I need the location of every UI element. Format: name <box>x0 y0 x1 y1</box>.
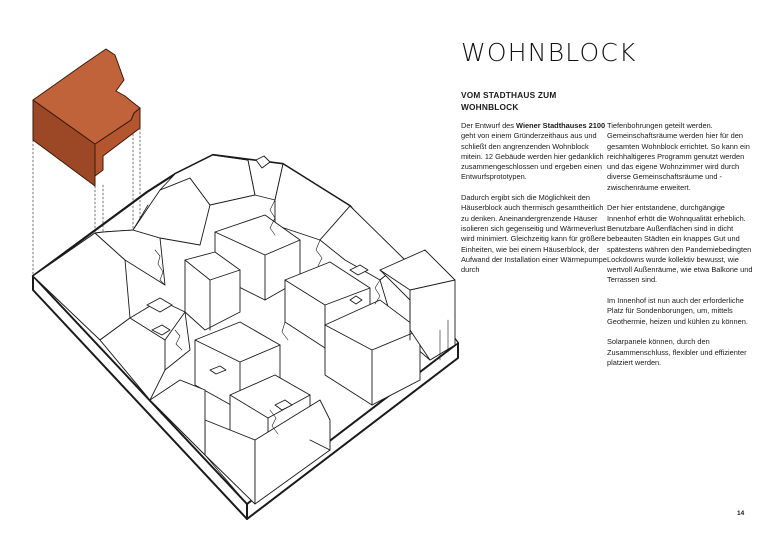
text-column-right <box>607 121 753 378</box>
page-number: 14 <box>737 510 745 517</box>
buildings <box>33 155 458 504</box>
paragraph: Tiefenbohrungen geteilt werden. Gemeinschaftsräume werden hier für den gesamten Wohnblock errichtet. So kann ein reichhaltigeres Programm genutzt werden und das eigene Wohnzimmer wird durch diverse Gemeinschaftsräume und -zwischenräume erweitert. <box>607 121 750 192</box>
section-subtitle: VOM STADTHAUS ZUM WOHNBLOCK <box>461 90 557 112</box>
paragraph: Dadurch ergibt sich die Möglichkeit den Häuserblock auch thermisch gesamtheitlich zu denken. Aneinandergrenzende Häuser isolieren sich gegenseitig und Wärmeverlust wird minimiert. Gleichzeitig kann für größere Einheiten, wie bei einem Häuserblock, der Aufwand der Installation einer Wärmepumpe durch <box>461 193 607 275</box>
paragraph: Solarpanele können, durch den Zusammenschluss, flexibler und effizienter platziert werden. <box>607 337 747 367</box>
page-title: WOHNBLOCK <box>461 38 637 67</box>
project-name: Wiener Stadthauses 2100 <box>516 121 606 130</box>
paragraph: Der hier entstandene, durchgängige Innenhof erhöt die Wohnqualität erheblich. Benutzbare Außenflächen sind in dicht bebeauten Städten ein knappes Gut und spätestens währen den Pandemiebedingten Lockdowns wurde kollektiv bewusst, wie wertvoll Außenräume, wie etwa Balkone und Terrassen sind. <box>607 203 753 285</box>
paragraph: Der Entwurf des Wiener Stadthauses 2100 geht von einem Gründerzeithaus aus und schließt den angrenzenden Wohnblock mitein. 12 Gebäude werden hier gedanklich zusammengeschlossen und ergeben einen Entwurfsprototypen. <box>461 121 606 182</box>
text-column-left <box>461 121 607 286</box>
paragraph: Im Innenhof ist nun auch der erforderliche Platz für Sondenborungen, um, mittels Geothermie, heizen und kühlen zu können. <box>607 296 748 326</box>
highlighted-townhouse <box>33 49 140 186</box>
